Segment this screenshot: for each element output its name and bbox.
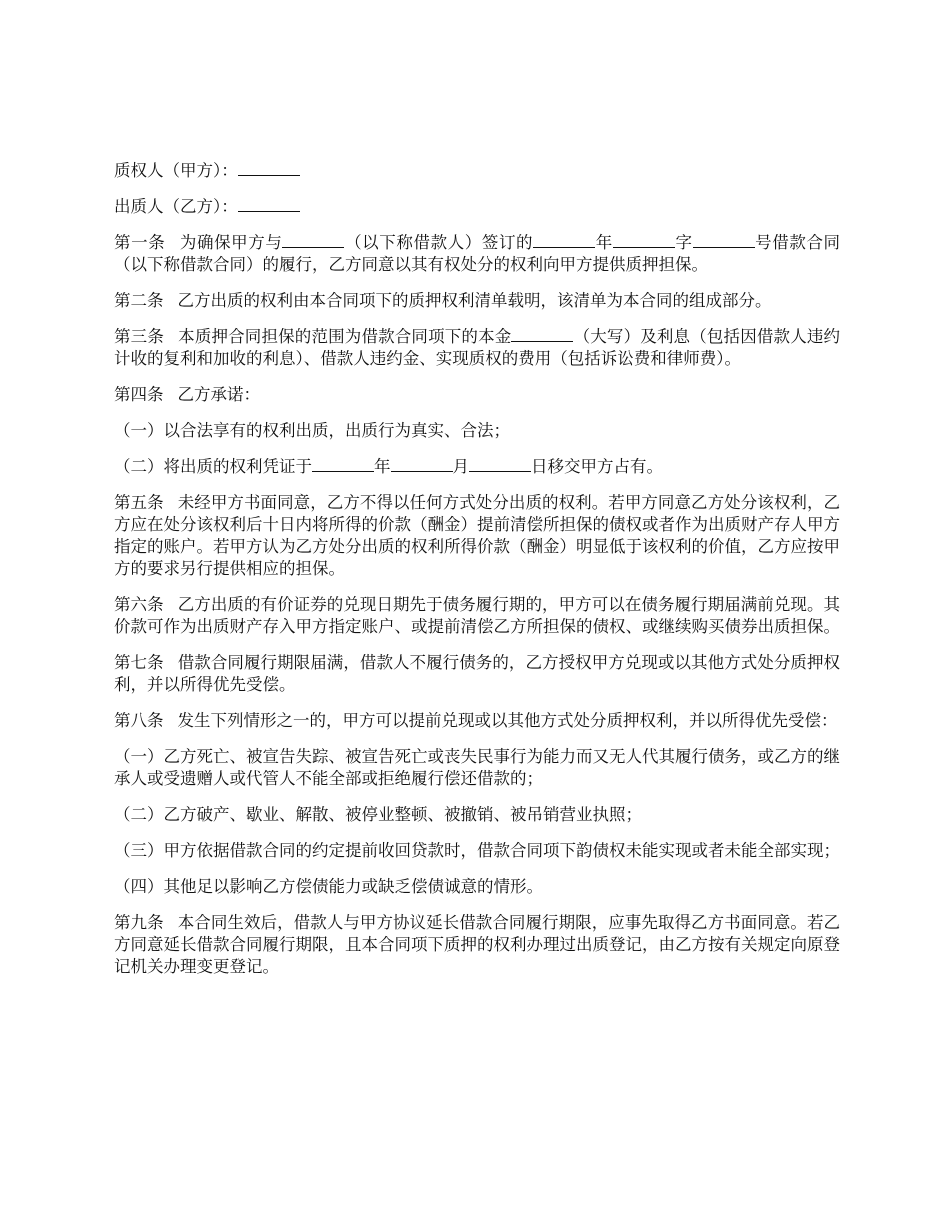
pledgee-line xyxy=(114,160,840,182)
clause-text: （一）乙方死亡、被宣告失踪、被宣告死亡或丧失民事行为能力而又无人代其履行债务，或乙方的继承人或受遗赠人或代管人不能全部或拒绝履行偿还借款的； xyxy=(114,747,840,788)
clause-text: 日移交甲方占有。 xyxy=(531,457,663,476)
clause-text: （二）乙方破产、歇业、解散、被停业整顿、被撤销、被吊销营业执照； xyxy=(114,805,642,824)
contract-body xyxy=(114,160,840,992)
clause-number: 第八条 xyxy=(114,711,164,730)
day-blank xyxy=(469,457,531,472)
clause-1 xyxy=(114,232,840,276)
clause-7 xyxy=(114,652,840,696)
clause-number: 第三条 xyxy=(114,327,164,346)
clause-text: 月 xyxy=(452,457,469,476)
clause-text: （一）以合法享有的权利出质，出质行为真实、合法； xyxy=(114,421,510,440)
clause-text: 乙方出质的有价证券的兑现日期先于债务履行期的，甲方可以在债务履行期届满前兑现。其价款可作为出质财产存入甲方指定账户、或提前清偿乙方所担保的债权、或继续购买债券出质担保。 xyxy=(114,595,841,636)
clause-8-item-4 xyxy=(114,876,840,898)
borrower-blank xyxy=(282,233,344,248)
clause-number: 第二条 xyxy=(114,291,164,310)
char-blank xyxy=(613,233,675,248)
clause-8-item-1 xyxy=(114,746,840,790)
clause-text: 本质押合同担保的范围为借款合同项下的本金 xyxy=(178,327,512,346)
principal-blank xyxy=(511,327,573,342)
clause-text: （三）甲方依据借款合同的约定提前收回贷款时，借款合同项下韵债权未能实现或者未能全部实现； xyxy=(114,841,840,860)
clause-9 xyxy=(114,912,840,978)
clause-text: （二）将出质的权利凭证于 xyxy=(114,457,312,476)
clause-number: 第四条 xyxy=(114,385,164,404)
year-blank xyxy=(533,233,595,248)
clause-8-item-2 xyxy=(114,804,840,826)
clause-8 xyxy=(114,710,840,732)
clause-text: （大写）及利息（包括因借款人违约计收的复利和加收的利息）、借款人违约金、实现质权的费用（包括诉讼费和律师费）。 xyxy=(114,327,841,368)
clause-8-item-3 xyxy=(114,840,840,862)
clause-3 xyxy=(114,326,840,370)
month-blank xyxy=(391,457,453,472)
clause-6 xyxy=(114,594,840,638)
clause-text: 年 xyxy=(374,457,391,476)
clause-text: 乙方出质的权利由本合同项下的质押权利清单载明，该清单为本合同的组成部分。 xyxy=(177,291,772,310)
clause-number: 第七条 xyxy=(114,653,164,672)
clause-text: 未经甲方书面同意，乙方不得以任何方式处分出质的权利。若甲方同意乙方处分该权利，乙方应在处分该权利后十日内将所得的价款（酬金）提前清偿所担保的债权或者作为出质财产存人甲方指定的账户。若甲方认为乙方处分出质的权利所得价款（酬金）明显低于该权利的价值，乙方应按甲方的要求另行提供相应的担保。 xyxy=(114,493,841,578)
year-blank xyxy=(312,457,374,472)
clause-text: 借款合同履行期限届满，借款人不履行债务的，乙方授权甲方兑现或以其他方式处分质押权利，并以所得优先受偿。 xyxy=(114,653,841,694)
clause-text: 字 xyxy=(674,233,693,252)
clause-text: （以下称借款人）签订的 xyxy=(344,233,534,252)
clause-text: 本合同生效后，借款人与甲方协议延长借款合同履行期限，应事先取得乙方书面同意。若乙方同意延长借款合同履行期限，且本合同项下质押的权利办理过出质登记，由乙方按有关规定向原登记机关办理变更登记。 xyxy=(114,913,841,976)
pledgor-blank xyxy=(238,197,300,212)
clause-text: （四）其他足以影响乙方偿债能力或缺乏偿债诚意的情形。 xyxy=(114,877,543,896)
clause-5 xyxy=(114,492,840,580)
pledgee-blank xyxy=(238,161,300,176)
pledgee-label: 质权人（甲方）： xyxy=(114,161,238,180)
clause-number: 第六条 xyxy=(114,595,164,614)
clause-text: 为确保甲方与 xyxy=(179,233,283,252)
clause-text: 乙方承诺： xyxy=(177,385,260,404)
pledgor-line xyxy=(114,196,840,218)
clause-4-item-1 xyxy=(114,420,840,442)
clause-2 xyxy=(114,290,840,312)
number-blank xyxy=(693,233,755,248)
clause-4-item-2 xyxy=(114,456,840,478)
clause-number: 第一条 xyxy=(114,233,166,252)
clause-number: 第九条 xyxy=(114,913,164,932)
clause-text: 发生下列情形之一的，甲方可以提前兑现或以其他方式处分质押权利，并以所得优先受偿： xyxy=(177,711,838,730)
pledgor-label: 出质人（乙方）： xyxy=(114,197,238,216)
clause-number: 第五条 xyxy=(114,493,164,512)
clause-text: 号借款合同（以下称借款合同）的履行，乙方同意以其有权处分的权利向甲方提供质押担保。 xyxy=(114,233,841,274)
clause-4 xyxy=(114,384,840,406)
clause-text: 年 xyxy=(595,233,613,252)
